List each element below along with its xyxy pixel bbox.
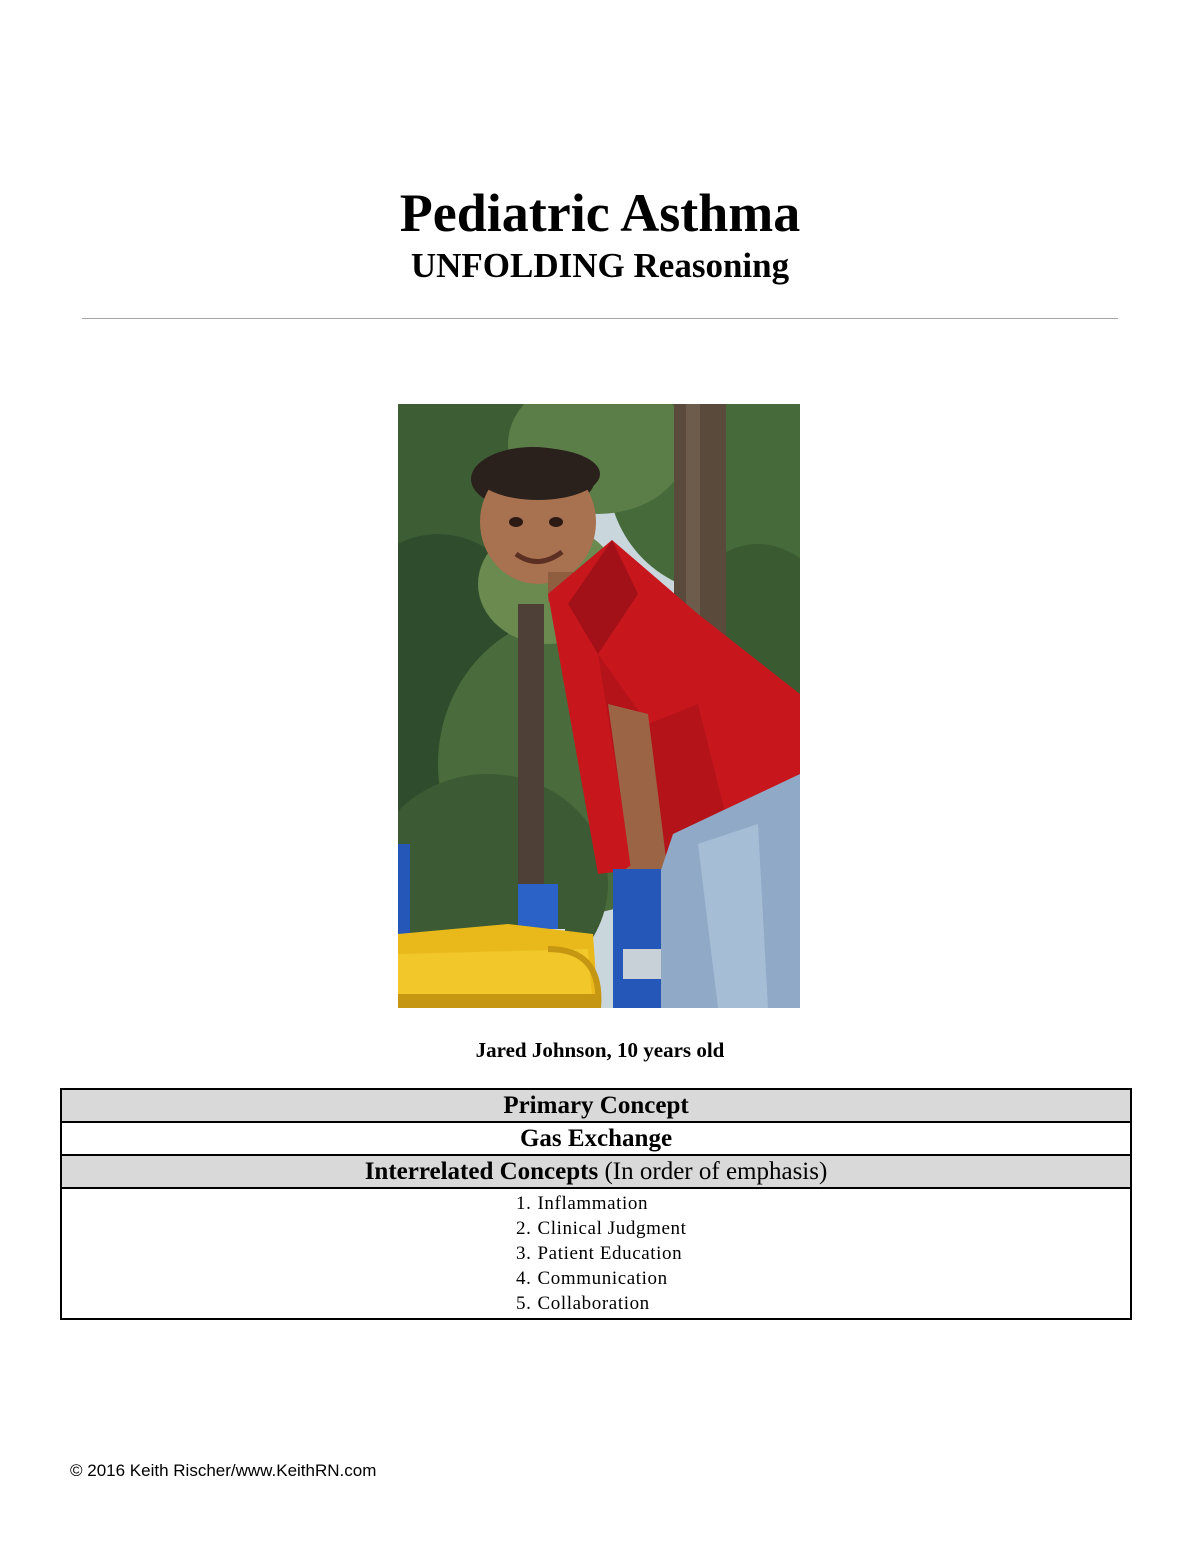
primary-concept-row: [61, 1089, 1131, 1122]
divider: [82, 318, 1118, 319]
concepts-table: [60, 1088, 1132, 1320]
interrelated-concepts-title: Interrelated Concepts: [364, 1157, 599, 1185]
list-item-number: 2.: [516, 1218, 532, 1239]
list-item-number: 5.: [516, 1293, 532, 1314]
list-item: [506, 1241, 687, 1266]
list-item: [506, 1291, 687, 1316]
interrelated-concepts-row: [61, 1155, 1131, 1188]
list-item-label: Patient Education: [537, 1243, 683, 1264]
page-title: Pediatric Asthma: [399, 183, 801, 243]
primary-concept-value-row: [61, 1122, 1131, 1155]
child-on-playground-photo: [398, 404, 800, 1008]
page-subtitle: UNFOLDING Reasoning: [410, 246, 790, 285]
list-item-number: 1.: [516, 1193, 532, 1214]
list-item: [506, 1216, 687, 1241]
list-item: [506, 1191, 687, 1216]
list-item-number: 3.: [516, 1243, 532, 1264]
interrelated-concepts-note: (In order of emphasis): [604, 1157, 828, 1185]
copyright-footer: © 2016 Keith Rischer/www.KeithRN.com: [70, 1461, 377, 1480]
list-item-label: Inflammation: [537, 1193, 649, 1214]
interrelated-concepts-list-row: [61, 1188, 1131, 1319]
list-item-label: Clinical Judgment: [537, 1218, 687, 1239]
photo-caption: Jared Johnson, 10 years old: [475, 1038, 725, 1062]
list-item-number: 4.: [516, 1268, 532, 1289]
primary-concept-header: Primary Concept: [61, 1089, 1131, 1122]
list-item-label: Communication: [537, 1268, 668, 1289]
list-item: [506, 1266, 687, 1291]
interrelated-concepts-header: [61, 1155, 1131, 1188]
list-item-label: Collaboration: [537, 1293, 650, 1314]
interrelated-concepts-list: [506, 1191, 687, 1316]
primary-concept-value: Gas Exchange: [61, 1122, 1131, 1155]
interrelated-concepts-list-cell: [61, 1188, 1131, 1319]
